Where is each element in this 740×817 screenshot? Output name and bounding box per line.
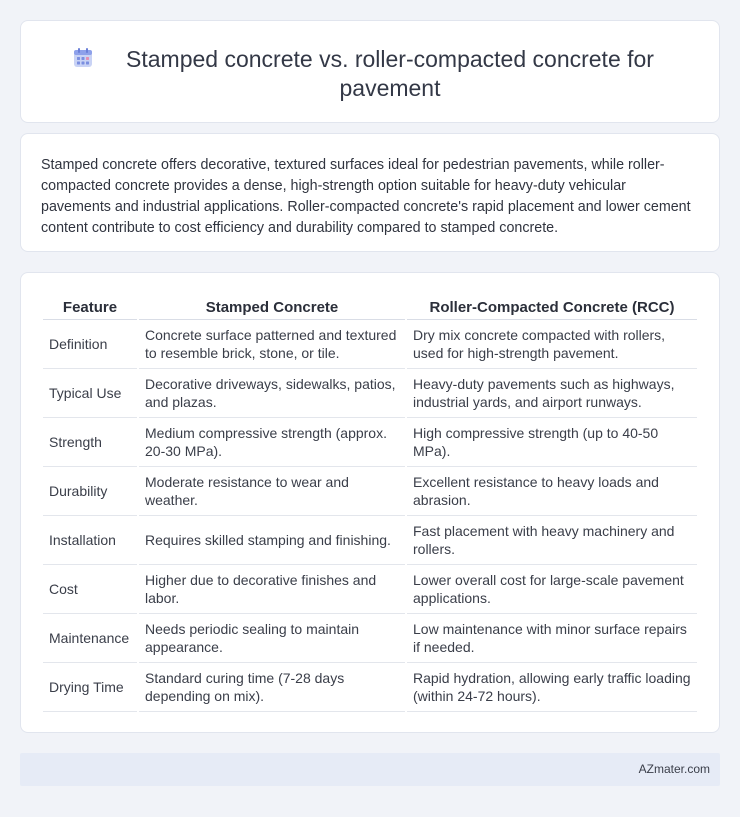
stamped-cell: Standard curing time (7-28 days depending on mix).: [139, 663, 405, 712]
stamped-cell: Requires skilled stamping and finishing.: [139, 516, 405, 565]
summary-card: [20, 133, 720, 252]
stamped-cell: Higher due to decorative finishes and labor.: [139, 565, 405, 614]
stamped-cell: Medium compressive strength (approx. 20-30 MPa).: [139, 418, 405, 467]
rcc-cell: Excellent resistance to heavy loads and abrasion.: [407, 467, 697, 516]
table-row: [43, 663, 697, 712]
table-header-row: [43, 294, 697, 320]
feature-cell: Definition: [43, 320, 137, 369]
table-row: [43, 516, 697, 565]
stamped-cell: Concrete surface patterned and textured to resemble brick, stone, or tile.: [139, 320, 405, 369]
stamped-cell: Moderate resistance to wear and weather.: [139, 467, 405, 516]
rcc-cell: Low maintenance with minor surface repairs if needed.: [407, 614, 697, 663]
rcc-cell: Dry mix concrete compacted with rollers, used for high-strength pavement.: [407, 320, 697, 369]
stamped-cell: Decorative driveways, sidewalks, patios, and plazas.: [139, 369, 405, 418]
table-row: [43, 369, 697, 418]
header-feature: Feature: [43, 294, 137, 320]
table-row: [43, 614, 697, 663]
rcc-cell: Lower overall cost for large-scale pavement applications.: [407, 565, 697, 614]
title-card: [20, 20, 720, 123]
header-rcc: Roller-Compacted Concrete (RCC): [407, 294, 697, 320]
feature-cell: Maintenance: [43, 614, 137, 663]
table-row: [43, 565, 697, 614]
feature-cell: Drying Time: [43, 663, 137, 712]
summary-text: Stamped concrete offers decorative, textured surfaces ideal for pedestrian pavements, while roller-compacted concrete provides a dense, high-strength option suitable for heavy-duty vehicular pavements and industrial applications. Roller-compacted concrete's rapid placement and lower cement content contribute to cost efficiency and durability compared to stamped concrete.: [41, 157, 691, 236]
stamped-cell: Needs periodic sealing to maintain appearance.: [139, 614, 405, 663]
header-stamped-concrete: Stamped Concrete: [139, 294, 405, 320]
page-title: Stamped concrete vs. roller-compacted concrete for pavement: [126, 46, 654, 101]
feature-cell: Installation: [43, 516, 137, 565]
table-row: [43, 418, 697, 467]
feature-cell: Durability: [43, 467, 137, 516]
feature-cell: Strength: [43, 418, 137, 467]
rcc-cell: Fast placement with heavy machinery and rollers.: [407, 516, 697, 565]
feature-cell: Cost: [43, 565, 137, 614]
comparison-table-card: [20, 272, 720, 733]
footer-bar: [20, 753, 720, 786]
comparison-table: [41, 294, 699, 712]
rcc-cell: High compressive strength (up to 40-50 MPa).: [407, 418, 697, 467]
rcc-cell: Rapid hydration, allowing early traffic loading (within 24-72 hours).: [407, 663, 697, 712]
table-row: [43, 320, 697, 369]
rcc-cell: Heavy-duty pavements such as highways, industrial yards, and airport runways.: [407, 369, 697, 418]
feature-cell: Typical Use: [43, 369, 137, 418]
footer-brand[interactable]: AZmater.com: [638, 762, 710, 776]
table-row: [43, 467, 697, 516]
